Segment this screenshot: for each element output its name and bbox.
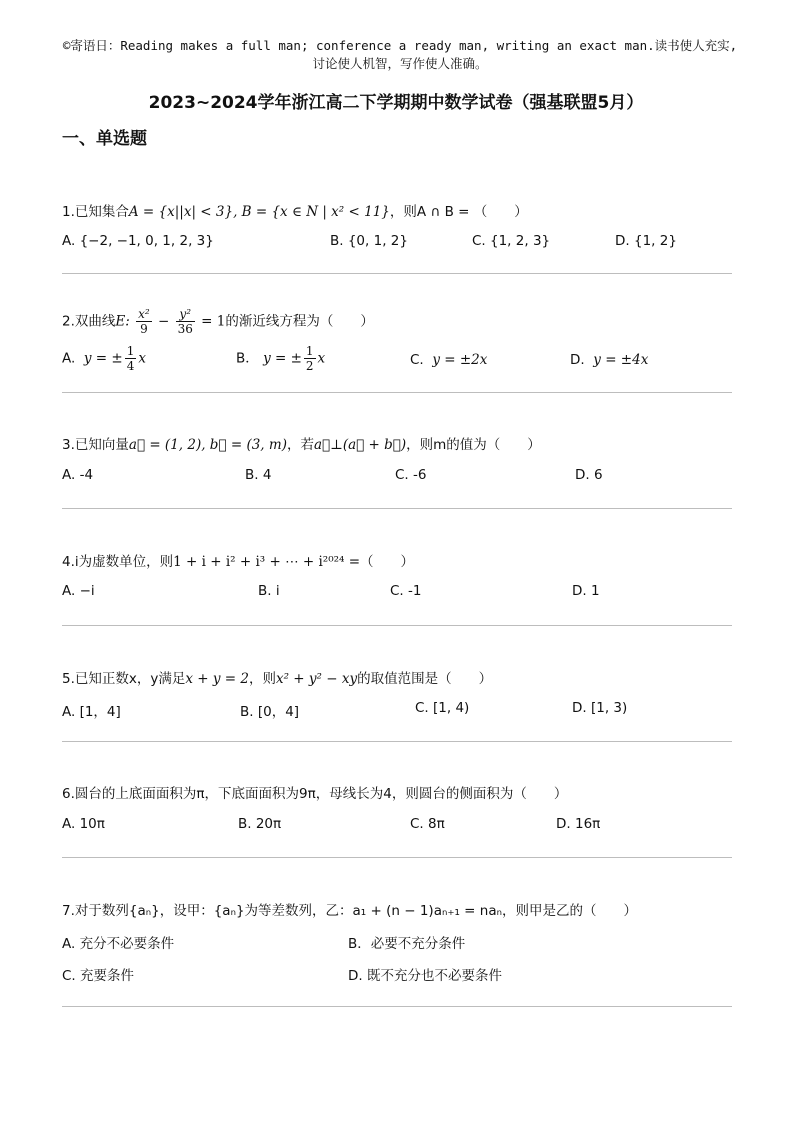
q3-option-a[interactable]: A. -4	[62, 467, 94, 483]
fraction-y2-over-36: $\frac{\text{y²}}{36}$	[177, 307, 193, 336]
q4-option-d[interactable]: D. 1	[572, 583, 600, 599]
q5-option-d[interactable]: D. [1, 3)	[572, 700, 628, 716]
q7-option-a[interactable]: A. 充分不必要条件	[62, 936, 175, 952]
motto-line-1: ©寄语日：Reading makes a full man; conference a ready man, writing an exact man.读书使人充实,	[62, 38, 738, 53]
q3-option-d[interactable]: D. 6	[575, 467, 603, 483]
q4-option-a[interactable]: A. −i	[62, 583, 95, 599]
question-5: 5.已知正数x，y满足x + y = 2，则x² + y² − xy的取值范围是（ ）	[62, 671, 493, 687]
q7-option-c[interactable]: C. 充要条件	[62, 968, 135, 984]
question-2: 2.双曲线E: $\frac{\text{x²}}{9}$ − $\frac{\text{y²}}{36}$ = 1的渐近线方程为（ ）	[62, 307, 374, 336]
question-7: 7.对于数列{aₙ}，设甲：{aₙ}为等差数列，乙：a₁ + (n − 1)aₙ₊₁ = naₙ，则甲是乙的（ ）	[62, 903, 637, 919]
divider	[62, 273, 732, 274]
q6-option-d[interactable]: D. 16π	[556, 816, 601, 832]
q2-option-c[interactable]: C. y = ±2x	[410, 352, 488, 368]
q6-option-a[interactable]: A. 10π	[62, 816, 105, 832]
q7-option-b[interactable]: B．必要不充分条件	[348, 936, 466, 952]
q6-option-b[interactable]: B. 20π	[238, 816, 282, 832]
motto	[40, 37, 760, 73]
divider	[62, 1006, 732, 1007]
q5-option-b[interactable]: B. [0，4]	[240, 704, 300, 720]
q3-option-c[interactable]: C. -6	[395, 467, 427, 483]
fraction-1-over-4: $\frac{1}{4}$	[126, 344, 135, 373]
fraction-1-over-2: $\frac{1}{2}$	[305, 344, 314, 373]
divider	[62, 392, 732, 393]
divider	[62, 741, 732, 742]
q1-option-c[interactable]: C. {1, 2, 3}	[472, 233, 551, 249]
q1-option-b[interactable]: B. {0, 1, 2}	[330, 233, 408, 249]
q4-option-b[interactable]: B. i	[258, 583, 280, 599]
q7-option-d[interactable]: D. 既不充分也不必要条件	[348, 968, 502, 984]
divider	[62, 508, 732, 509]
motto-line-2: 讨论使人机智，写作使人准确。	[312, 56, 488, 71]
divider	[62, 625, 732, 626]
divider	[62, 857, 732, 858]
question-4: 4.i为虚数单位，则1 + i + i² + i³ + ⋯ + i²⁰²⁴ =（ ）	[62, 554, 415, 570]
q2-option-a[interactable]: A. y = ± $\frac{1}{4}$ x	[62, 344, 146, 373]
q1-option-d[interactable]: D. {1, 2}	[615, 233, 677, 249]
q5-option-c[interactable]: C. [1, 4)	[415, 700, 470, 716]
q2-option-b[interactable]: B． y = ± $\frac{1}{2}$ x	[236, 344, 326, 373]
q3-option-b[interactable]: B. 4	[245, 467, 272, 483]
q4-option-c[interactable]: C. -1	[390, 583, 422, 599]
question-3: 3.已知向量a⃗ = (1, 2), b⃗ = (3, m)，若a⃗⊥(a⃗ + b⃗)，则m的值为（ ）	[62, 437, 541, 453]
page-title: 2023~2024学年浙江高二下学期期中数学试卷（强基联盟5月）	[148, 93, 644, 113]
question-1: 1.已知集合A = {x||x| < 3}, B = {x ∈ N | x² < 11}，则A ∩ B = （ ）	[62, 204, 528, 220]
q2-option-d[interactable]: D. y = ±4x	[570, 352, 649, 368]
question-6: 6.圆台的上底面面积为π，下底面面积为9π，母线长为4，则圆台的侧面积为（ ）	[62, 786, 568, 802]
section-heading: 一、单选题	[62, 129, 147, 149]
q1-option-a[interactable]: A. {−2, −1, 0, 1, 2, 3}	[62, 233, 214, 249]
q6-option-c[interactable]: C. 8π	[410, 816, 445, 832]
fraction-x2-over-9: $\frac{\text{x²}}{9}$	[138, 307, 150, 336]
q5-option-a[interactable]: A. [1，4]	[62, 704, 121, 720]
